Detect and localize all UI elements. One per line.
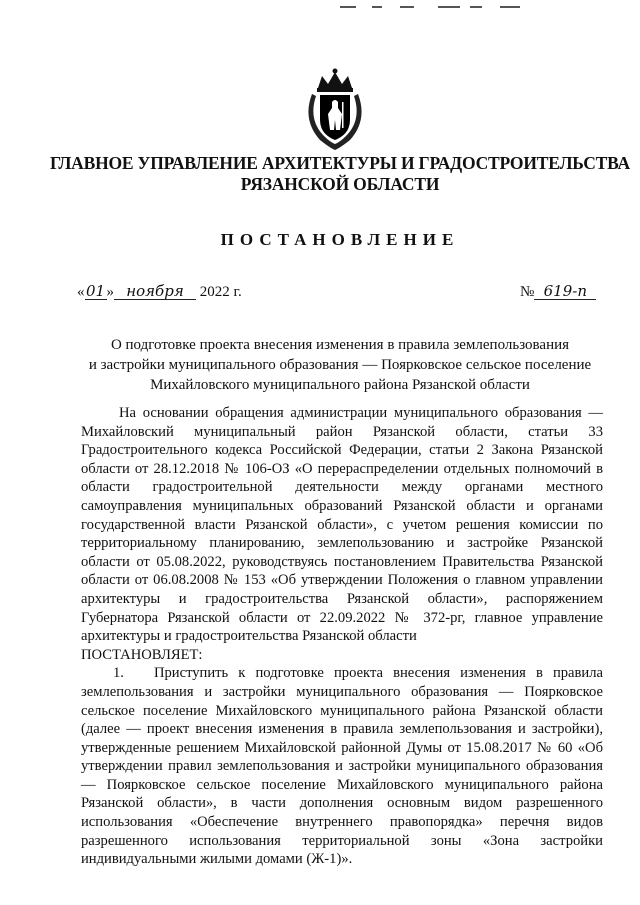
document-number: [520, 283, 596, 301]
scan-mark: [470, 6, 482, 8]
scan-mark: [400, 6, 414, 8]
decree-word: ПОСТАНОВЛЯЕТ:: [81, 646, 203, 663]
subject-line: О подготовке проекта внесения изменения в правила землепользования: [110, 337, 570, 353]
document-type-heading: ПОСТАНОВЛЕНИЕ: [220, 230, 460, 249]
scan-mark: [438, 6, 460, 8]
agency-title-line1: ГЛАВНОЕ УПРАВЛЕНИЕ АРХИТЕКТУРЫ И ГРАДОСТРОИТЕЛЬСТВА: [50, 153, 630, 173]
document-subject: [60, 335, 620, 395]
subject-line: Михайловского муниципального района Рязанской области: [150, 377, 530, 393]
date-open-quote: «: [77, 284, 85, 300]
item-text: Приступить к подготовке проекта внесения изменения в правила землепользования и застройки муниципального образования — Поярковское сельское поселение Михайловского муниципального района Рязанской области (далее — проект внесения изменения в правила землепользования и застройки), утвержденные решением Михайловской районной Думы от 15.08.2017 № 60 «Об утверждении правил землепользования и застройки муниципального образования — Поярковское сельское поселение Михайловского муниципального района Рязанской области», в части дополнения основным видом разрешенного использования «Обеспечение внутреннего правопорядка» перечня видов разрешенного использования территориальной зоны «Зона застройки индивидуальными жилыми домами (Ж-1)».: [81, 665, 603, 868]
date-close-quote: »: [106, 284, 114, 300]
preamble-paragraph: На основании обращения администрации муниципального образования — Михайловский муниципальный район Рязанской области, статьи 33 Градостроительного кодекса Российской Федерации, статьи 2 Закона Рязанской области от 28.12.2018 № 106-ОЗ «О перераспределении отдельных полномочий в области градостроительной деятельности между органами местного самоуправления муниципальных образований Рязанской области и органами государственной власти Рязанской области», с учетом решения комиссии по территориальному планированию, землепользованию и застройке Рязанской области от 05.08.2022, руководствуясь постановлением Правительства Рязанской области от 06.08.2008 № 153 «Об утверждении Положения о главном управлении архитектуры и градостроительства Рязанской области», распоряжением Губернатора Рязанской области от 22.09.2022 № 372-рг, главное управление архитектуры и градостроительства Рязанской области: [81, 405, 603, 645]
date-day: 01: [85, 282, 106, 300]
coat-of-arms-icon: [300, 68, 370, 152]
date-month: ноября: [114, 283, 196, 300]
item-number: 1.: [113, 665, 124, 682]
agency-title-line2: РЯЗАНСКОЙ ОБЛАСТИ: [240, 174, 440, 194]
number-prefix: №: [520, 284, 535, 300]
document-body: [81, 404, 603, 869]
scan-mark: [372, 6, 382, 8]
scan-mark: [500, 6, 520, 8]
subject-line: и застройки муниципального образования — Поярковское сельское поселение: [88, 357, 592, 373]
date-year: 2022 г.: [199, 284, 242, 300]
document-date: [77, 283, 242, 301]
item-paragraph: [81, 664, 603, 869]
scan-mark: [340, 6, 356, 8]
number-value: 619-п: [534, 283, 596, 300]
